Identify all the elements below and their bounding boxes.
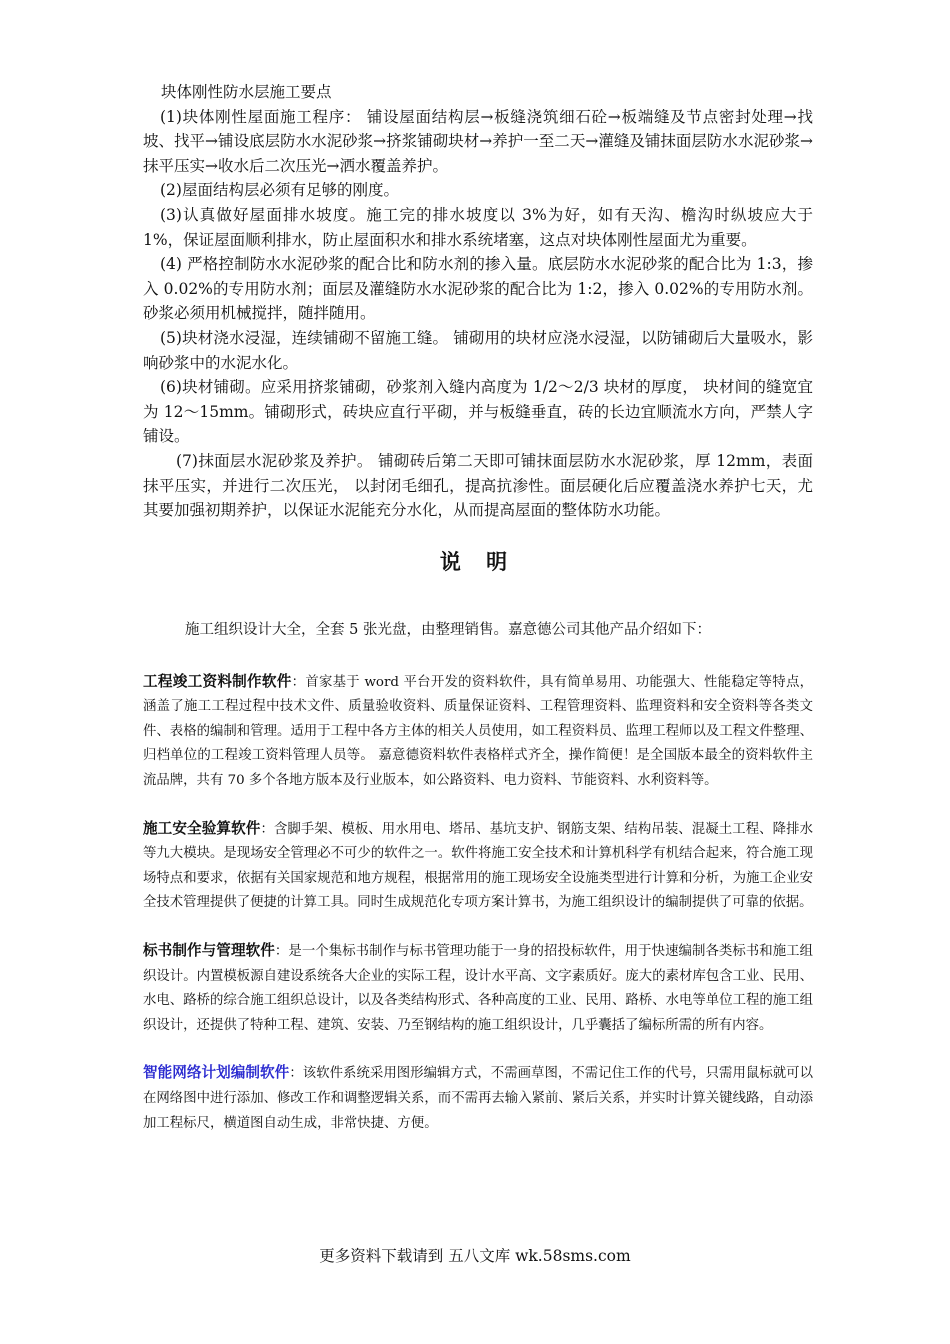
product-separator: ： <box>289 1066 303 1082</box>
footer-download-link[interactable]: 更多资料下载请到 五八文库 wk.58sms.com <box>319 1247 631 1265</box>
product-name-highlighted: 智能网络计划编制软件 <box>143 1064 290 1082</box>
product-name: 工程竣工资料制作软件 <box>143 672 292 690</box>
notes-intro: 施工组织设计大全，全套 5 张光盘，由整理销售。嘉意德公司其他产品介绍如下： <box>185 621 711 638</box>
construction-step-3: (3)认真做好屋面排水坡度。施工完的排水坡度以 3%为好，如有天沟、檐沟时纵坡应大于 1%，保证屋面顺利排水，防止屋面积水和排水系统堵塞，这点对块体刚性屋面尤为重要。 <box>143 205 813 249</box>
product-name: 标书制作与管理软件 <box>143 942 275 960</box>
product-name: 施工安全验算软件 <box>143 819 261 837</box>
document-page <box>143 80 813 1136</box>
product-separator: ： <box>260 821 274 837</box>
product-description <box>143 670 813 794</box>
construction-notes-section <box>143 80 813 523</box>
construction-step-1: (1)块体刚性屋面施工程序： 铺设屋面结构层→板缝浇筑细石砼→板端缝及节点密封处理→找坡、找平→铺设底层防水水泥砂浆→挤浆铺砌块材→养护一至二天→灌缝及铺抹面层防水水泥砂浆→抹平压实→收水后二次压光→洒水覆盖养护。 <box>143 107 813 175</box>
product-separator: ： <box>274 944 289 960</box>
notes-title: 说 明 <box>439 549 517 574</box>
product-description <box>143 1061 813 1136</box>
product-desc-text: 是一个集标书制作与标书管理功能于一身的招投标软件，用于快速编制各类标书和施工组织设计。内置模板源自建设系统各大企业的实际工程，设计水平高、文字素质好。庞大的素材库包含工业、民用、水电、路桥的综合施工组织总设计，以及各类结构形式、各种高度的工业、民用、路桥、水电等单位工程的施工组织设计，还提供了特种工程、建筑、安装、乃至钢结构的施工组织设计，几乎囊括了编标所需的所有内容。 <box>143 944 814 1033</box>
product-desc-text: 该软件系统采用图形编辑方式，不需画草图，不需记住工作的代号，只需用鼠标就可以在网络图中进行添加、修改工作和调整逻辑关系，而不需再去输入紧前、紧后关系，并实时计算关键线路，自动添加工程标尺，横道图自动生成，非常快捷、方便。 <box>143 1066 814 1131</box>
construction-step-6: (6)块材铺砌。应采用挤浆铺砌，砂浆剂入缝内高度为 1/2～2/3 块材的厚度， 块材间的缝宽宜为 12～15mm。铺砌形式，砖块应直行平砌，并与板缝垂直，砖的长边宜顺流水方向，严禁人字铺设。 <box>143 378 813 446</box>
construction-step-5: (5)块材浇水浸湿，连续铺砌不留施工缝。 铺砌用的块材应浇水浸湿，以防铺砌后大量吸水，影响砂浆中的水泥水化。 <box>143 328 813 372</box>
section-heading: 块体刚性防水层施工要点 <box>161 83 332 101</box>
construction-step-2: (2)屋面结构层必须有足够的刚度。 <box>160 181 399 200</box>
product-separator: ： <box>291 674 306 690</box>
product-description <box>143 817 813 916</box>
product-desc-text: 首家基于 word 平台开发的资料软件，具有简单易用、功能强大、性能稳定等特点，涵盖了施工工程过程中技术文件、质量验收资料、质量保证资料、工程管理资料、监理资料和安全资料等各类文件、表格的编制和管理。适用于工程中各方主体的相关人员使用，如工程资料员、监理工程师以及工程文件整理、归档单位的工程竣工资料管理人员等。 嘉意德资料软件表格样式齐全，操作简便！是全国版本最全的资料软件主流品牌，共有 70 多个各地方版本及行业版本，如公路资料、电力资料、节能资料、水利资料等。 <box>143 674 814 789</box>
product-desc-text: 含脚手架、模板、用水用电、塔吊、基坑支护、钢筋支架、结构吊装、混凝土工程、降排水等九大模块。是现场安全管理必不可少的软件之一。软件将施工安全技术和计算机科学有机结合起来，符合施工现场特点和要求，依据有关国家规范和地方规程，根据常用的施工现场安全设施类型进行计算和分析，为施工企业安全技术管理提供了便捷的计算工具。同时生成规范化专项方案计算书，为施工组织设计的编制提供了可靠的依据。 <box>143 821 814 911</box>
construction-step-4: (4) 严格控制防水水泥砂浆的配合比和防水剂的掺入量。底层防水水泥砂浆的配合比为 1:3，掺入 0.02%的专用防水剂；面层及灌缝防水水泥砂浆的配合比为 1:2，掺入 0.02%的专用防水剂。砂浆必须用机械搅拌，随拌随用。 <box>143 255 813 323</box>
construction-step-7: (7)抹面层水泥砂浆及养护。 铺砌砖后第二天即可铺抹面层防水水泥砂浆，厚 12mm，表面抹平压实，并进行二次压光， 以封闭毛细孔，提高抗渗性。面层硬化后应覆盖浇水养护七天，尤其要加强初期养护，以保证水泥能充分水化，从而提高屋面的整体防水功能。 <box>143 451 813 520</box>
product-description <box>143 939 813 1038</box>
